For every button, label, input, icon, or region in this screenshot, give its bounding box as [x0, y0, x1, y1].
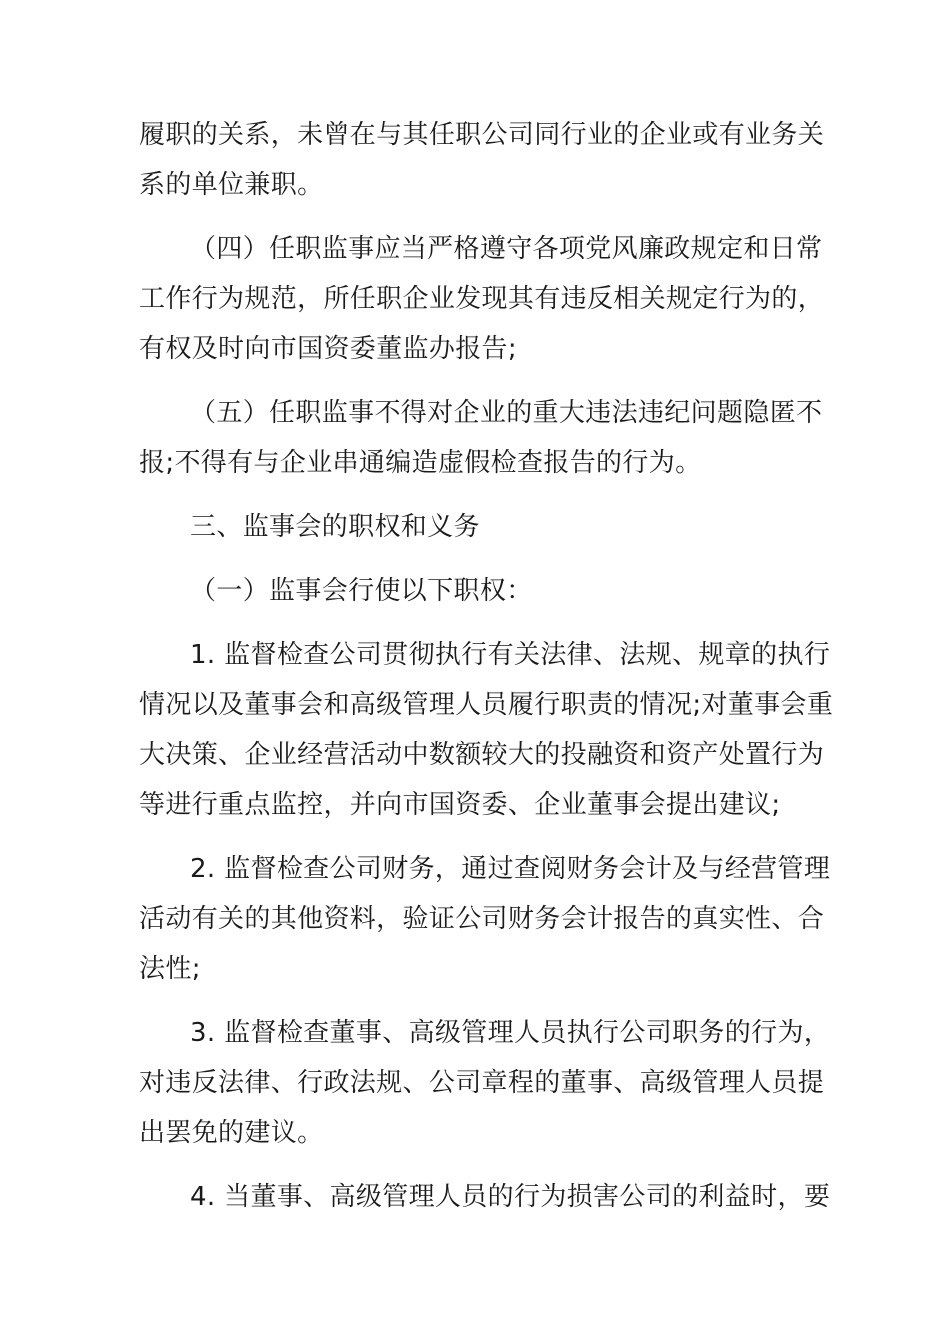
section-heading: 三、监事会的职权和义务: [190, 512, 480, 542]
subsection-heading: （一）监事会行使以下职权：: [190, 576, 533, 606]
text-line: 情况以及董事会和高级管理人员履行职责的情况;对董事会重: [139, 690, 834, 720]
text-line: 3. 监督检查董事、高级管理人员执行公司职务的行为，: [190, 1018, 831, 1048]
text-line: 2. 监督检查公司财务，通过查阅财务会计及与经营管理: [190, 854, 831, 884]
text-line: 活动有关的其他资料，验证公司财务会计报告的真实性、合: [139, 904, 825, 934]
text-line: 法性;: [139, 954, 201, 984]
text-line: 等进行重点监控，并向市国资委、企业董事会提出建议;: [139, 790, 781, 820]
text-line: 1. 监督检查公司贯彻执行有关法律、法规、规章的执行: [190, 640, 831, 670]
text-line: 报;不得有与企业串通编造虚假检查报告的行为。: [139, 448, 702, 478]
text-line: 4. 当董事、高级管理人员的行为损害公司的利益时，要: [190, 1182, 831, 1212]
text-line: 出罢免的建议。: [139, 1118, 324, 1148]
text-line: （五）任职监事不得对企业的重大违法违纪问题隐匿不: [190, 398, 823, 428]
text-line: 系的单位兼职。: [139, 170, 324, 200]
text-line: 大决策、企业经营活动中数额较大的投融资和资产处置行为: [139, 740, 825, 770]
text-line: 有权及时向市国资委董监办报告;: [139, 334, 518, 364]
text-line: 履职的关系，未曾在与其任职公司同行业的企业或有业务关: [139, 120, 825, 150]
text-line: （四）任职监事应当严格遵守各项党风廉政规定和日常: [190, 234, 823, 264]
text-line: 工作行为规范，所任职企业发现其有违反相关规定行为的，: [139, 284, 825, 314]
text-line: 对违反法律、行政法规、公司章程的董事、高级管理人员提: [139, 1068, 825, 1098]
